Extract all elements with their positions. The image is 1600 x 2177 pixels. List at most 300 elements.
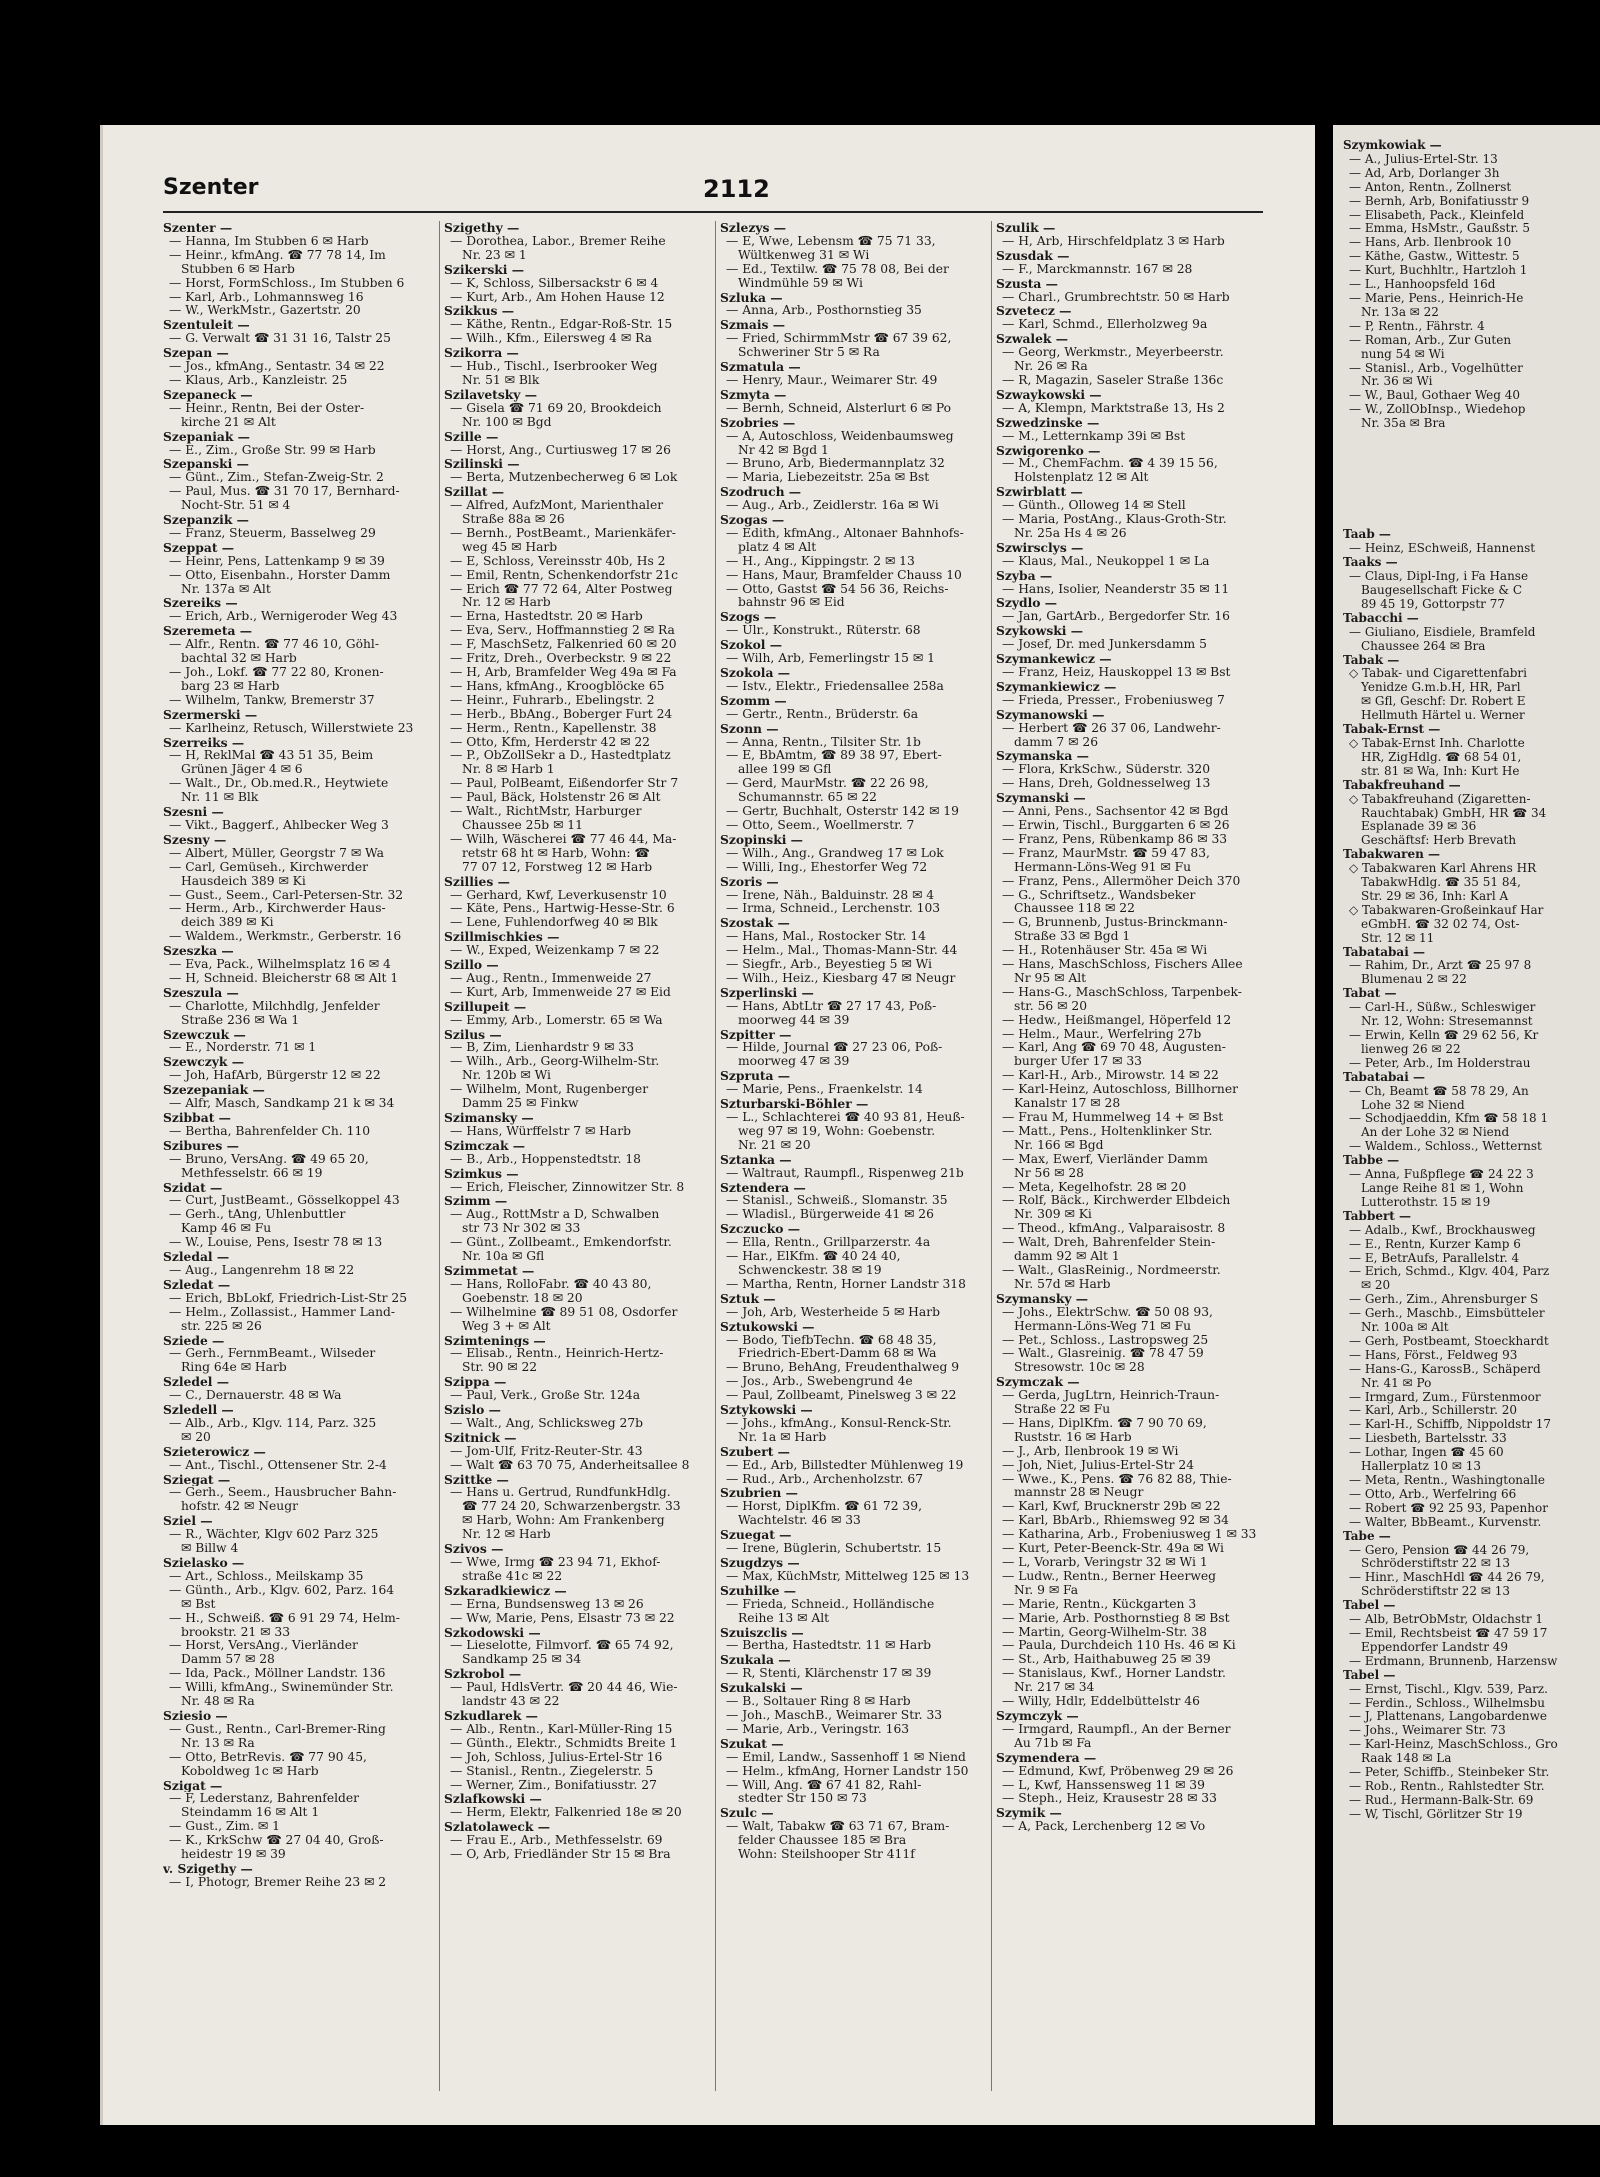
directory-entry-line: — Helm., Maur., Werfelring 27b	[1002, 1027, 1202, 1041]
directory-entry-line: — Ludw., Rentn., Berner Heerweg	[1002, 1569, 1217, 1583]
directory-entry-line: — Henry, Maur., Weimarer Str. 49	[726, 373, 938, 387]
directory-entry-line: — Franz, Pens., Allermöher Deich 370	[1002, 874, 1241, 888]
directory-entry-line: — Karl, Arb., Lohmannsweg 16	[169, 290, 364, 304]
directory-entry-line: — Gerh., Seem., Hausbrucher Bahn-	[169, 1486, 397, 1500]
directory-entry-line: — Joh, Schloss, Julius-Ertel-Str 16	[450, 1750, 663, 1764]
surname-heading: Sztukowski —	[720, 1319, 815, 1334]
surname-heading: Szkaradkiewicz —	[444, 1583, 567, 1598]
surname-heading: Szogs —	[720, 610, 777, 625]
directory-entry-line: — Aug., Arb., Zeidlerstr. 16a ✉ Wi	[726, 499, 939, 513]
surname-heading: Szukalski —	[720, 1681, 803, 1696]
directory-entry-line: Eppendorfer Landstr 49	[1361, 1640, 1509, 1654]
directory-entry-line: — Emmy, Arb., Lomerstr. 65 ✉ Wa	[450, 1013, 663, 1027]
directory-entry-line: — Hans-G., MaschSchloss, Tarpenbek-	[1002, 985, 1242, 999]
directory-entry-line: Lange Reihe 81 ✉ 1, Wohn	[1361, 1181, 1524, 1195]
directory-entry-line: — Walt, Tabakw ☎ 63 71 67, Bram-	[726, 1820, 950, 1834]
directory-entry-line: — Gerh, Postbeamt, Stoeckhardt	[1349, 1334, 1549, 1348]
surname-heading: Szillmischkies —	[444, 930, 560, 945]
directory-entry-line: Nr. 36 ✉ Wi	[1361, 375, 1433, 389]
directory-entry-line: — Karl-H., Arb., Mirowstr. 14 ✉ 22	[1002, 1069, 1219, 1083]
directory-entry-line: Chaussee 264 ✉ Bra	[1361, 639, 1486, 653]
directory-entry-line: — Ed., Arb, Billstedter Mühlenweg 19	[726, 1458, 964, 1472]
directory-entry-line: ◇ Tabakwaren Karl Ahrens HR	[1349, 862, 1537, 876]
directory-entry-line: — Johs., kfmAng., Konsul-Renck-Str.	[726, 1416, 952, 1430]
surname-heading: Szlafkowski —	[444, 1792, 542, 1807]
directory-entry-line: — Karl, Kwf, Brucknerstr 29b ✉ 22	[1002, 1500, 1221, 1514]
surname-heading: Sztendera —	[720, 1180, 806, 1195]
surname-heading: Szturbarski-Böhler —	[720, 1097, 869, 1111]
surname-heading: Tabak-Ernst —	[1343, 723, 1441, 737]
directory-entry-line: — Joh, Niet, Julius-Ertel-Str 24	[1002, 1458, 1195, 1472]
directory-entry-line: kirche 21 ✉ Alt	[181, 415, 276, 429]
directory-entry-line: — Erich, Arb., Wernigeroder Weg 43	[169, 610, 398, 624]
surname-heading: Szewczyk —	[163, 1055, 244, 1070]
directory-entry-line: — K, Schloss, Silbersackstr 6 ✉ 4	[450, 276, 659, 290]
directory-entry-line: Kanalstr 17 ✉ 28	[1014, 1097, 1121, 1111]
directory-entry-line: Nr. 1a ✉ Harb	[738, 1430, 827, 1444]
directory-entry-line: — Meta, Rentn., Washingtonalle	[1349, 1474, 1545, 1487]
directory-entry-line: — E, BetrAufs, Parallelstr. 4	[1349, 1251, 1520, 1265]
directory-entry-line: — Gertr, Buchhalt, Osterstr 142 ✉ 19	[726, 805, 959, 819]
surname-heading: Szonn —	[720, 721, 779, 736]
directory-entry-line: — Adalb., Kwf., Brockhausweg	[1349, 1223, 1536, 1237]
surname-heading: Szimmetat —	[444, 1263, 535, 1278]
directory-entry-line: — C., Dernauerstr. 48 ✉ Wa	[169, 1389, 342, 1403]
directory-entry-line: — Josef, Dr. med Junkersdamm 5	[1002, 638, 1207, 652]
surname-heading: Szuiszclis —	[720, 1625, 804, 1640]
directory-entry-line: — Vikt., Baggerf., Ahlbecker Weg 3	[169, 818, 389, 832]
surname-heading: Szubrien —	[720, 1486, 798, 1501]
column-2	[439, 221, 714, 2091]
surname-heading: Szmatula —	[720, 360, 801, 374]
directory-entry-line: — E., Zim., Große Str. 99 ✉ Harb	[169, 443, 376, 457]
surname-heading: Szymendera —	[996, 1750, 1097, 1765]
directory-entry-line: — Klaus, Mal., Neukoppel 1 ✉ La	[1002, 554, 1210, 568]
directory-entry-line: Damm 57 ✉ 28	[181, 1653, 275, 1667]
surname-heading: Szymansky —	[996, 1291, 1089, 1306]
directory-entry-line: — G, Brunnenb, Justus-Brinckmann-	[1002, 916, 1228, 930]
directory-entry-line: Raak 148 ✉ La	[1361, 1752, 1452, 1766]
directory-entry-line: bachtal 32 ✉ Harb	[181, 652, 297, 666]
directory-entry-line: — Herb., BbAng., Boberger Furt 24	[450, 707, 673, 721]
directory-entry-line: — A, Klempn, Marktstraße 13, Hs 2	[1002, 401, 1225, 415]
directory-entry-line: — Alfred, AufzMont, Marienthaler	[450, 499, 664, 513]
directory-entry-line: — Bodo, TiefbTechn. ☎ 68 48 35,	[726, 1333, 937, 1347]
surname-heading: Tabakwaren —	[1343, 848, 1441, 862]
directory-entry-line: — Erich, Fleischer, Zinnowitzer Str. 8	[450, 1180, 685, 1194]
surname-heading: Szidat —	[163, 1180, 223, 1195]
surname-heading: Szulc —	[720, 1806, 774, 1821]
directory-entry-line: hofstr. 42 ✉ Neugr	[181, 1500, 298, 1514]
directory-entry-line: — Jom-Ulf, Fritz-Reuter-Str. 43	[450, 1444, 643, 1458]
directory-entry-line: — Erdmann, Brunnenb, Harzensw	[1349, 1654, 1558, 1668]
directory-entry-line: Nr. 21 ✉ 20	[738, 1138, 811, 1152]
directory-entry-line: — Emil, Rentn, Schenkendorfstr 21c	[450, 568, 679, 582]
directory-entry-line: ◇ Tabak-Ernst Inh. Charlotte	[1349, 736, 1525, 750]
directory-entry-line: — W., ZollObInsp., Wiedehop	[1349, 403, 1526, 417]
directory-entry-line: — Otto, Seem., Woellmerstr. 7	[726, 818, 915, 832]
directory-entry-line: — Johs., Weimarer Str. 73	[1349, 1724, 1506, 1738]
directory-entry-line: Nr. 12, Wohn: Stresemannst	[1361, 1015, 1533, 1029]
directory-entry-line: Nr. 12 ✉ Harb	[462, 1528, 551, 1542]
directory-entry-line: — A., Julius-Ertel-Str. 13	[1349, 152, 1498, 166]
surname-heading: Szlezys —	[720, 221, 786, 235]
directory-entry-line: — Bernh, Arb, Bonifatiusstr 9	[1349, 194, 1530, 208]
directory-entry-line: — Günt., Zollbeamt., Emkendorfstr.	[450, 1236, 672, 1250]
directory-entry-line: — Theod., kfmAng., Valparaisostr. 8	[1002, 1222, 1226, 1236]
directory-entry-line: platz 4 ✉ Alt	[738, 540, 817, 554]
directory-entry-line: — Maria, PostAng., Klaus-Groth-Str.	[1002, 513, 1227, 527]
directory-entry-line: — Hans, Maur, Bramfelder Chauss 10	[726, 568, 962, 582]
directory-entry-line: — Stanisl., Schweiß., Slomanstr. 35	[726, 1194, 948, 1208]
directory-entry-line: — Ww, Marie, Pens, Elsastr 73 ✉ 22	[450, 1611, 675, 1625]
surname-heading: Szwirsclys —	[996, 540, 1084, 555]
directory-entry-line: — Karlheinz, Retusch, Willerstwiete 23	[169, 721, 414, 735]
directory-entry-line: — Siegfr., Arb., Beyestieg 5 ✉ Wi	[726, 958, 932, 972]
directory-entry-line: — Bernh., PostBeamt., Marienkäfer-	[450, 526, 676, 540]
directory-entry-line: Nr. 309 ✉ Ki	[1014, 1208, 1092, 1222]
directory-entry-line: — Hans, AbtLtr ☎ 27 17 43, Poß-	[726, 999, 937, 1013]
directory-entry-line: TabakwHdlg. ☎ 35 51 84,	[1361, 876, 1521, 890]
directory-entry-line: — Gisela ☎ 71 69 20, Brookdeich	[450, 401, 662, 415]
directory-entry-line: — Peter, Schiffb., Steinbeker Str.	[1349, 1766, 1550, 1780]
surname-heading: Szuhilke —	[720, 1583, 797, 1598]
directory-entry-line: — Anna, Rentn., Tilsiter Str. 1b	[726, 735, 921, 749]
directory-entry-line: stedter Str 150 ✉ 73	[738, 1792, 867, 1806]
directory-entry-line: Nr. 57d ✉ Harb	[1014, 1277, 1111, 1291]
directory-entry-line: — M., Letternkamp 39i ✉ Bst	[1002, 429, 1186, 443]
surname-heading: Tabel —	[1343, 1599, 1396, 1613]
directory-entry-line: — Paul, PolBeamt, Eißendorfer Str 7	[450, 777, 679, 791]
directory-entry-line: — Kurt, Buchhltr., Hartzloh 1	[1349, 264, 1528, 278]
directory-entry-line: — Ernst, Tischl., Klgv. 539, Parz.	[1349, 1682, 1548, 1696]
directory-entry-line: — Irene, Büglerin, Schubertstr. 15	[726, 1542, 942, 1556]
directory-entry-line: — Eva, Pack., Wilhelmsplatz 16 ✉ 4	[169, 958, 391, 972]
directory-entry-line: — Elisabeth, Pack., Kleinfeld	[1349, 208, 1525, 222]
directory-entry-line: — B., Arb., Hoppenstedtstr. 18	[450, 1152, 641, 1166]
directory-entry-line: — Aug., RottMstr a D, Schwalben	[450, 1208, 660, 1222]
directory-entry-line: — L, Vorarb, Veringstr 32 ✉ Wi 1	[1002, 1556, 1208, 1569]
directory-entry-line: Baugesellschaft Ficke & C	[1361, 584, 1523, 597]
surname-heading: Sztanka —	[720, 1152, 792, 1167]
surname-heading: Tabel —	[1343, 1668, 1396, 1682]
directory-entry-line: Lutterothstr. 15 ✉ 19	[1361, 1195, 1491, 1209]
directory-entry-line: — Gerh., Maschb., Eimsbütteler	[1349, 1307, 1545, 1321]
directory-entry-line: — Martin, Georg-Wilhelm-Str. 38	[1002, 1625, 1207, 1639]
directory-entry-line: Esplanade 39 ✉ 36	[1361, 820, 1477, 834]
directory-entry-line: — J., Arb, Ilenbrook 19 ✉ Wi	[1002, 1444, 1179, 1458]
directory-entry-line: ✉ 20	[181, 1430, 211, 1444]
surname-heading: Szledell —	[163, 1403, 234, 1417]
directory-entry-line: — Otto, Arb., Werfelring 66	[1349, 1487, 1517, 1501]
surname-heading: Tabe —	[1343, 1529, 1391, 1543]
directory-entry-line: — R., Wächter, Klgv 602 Parz 325	[169, 1528, 379, 1542]
directory-entry-line: — Paula, Durchdeich 110 Hs. 46 ✉ Ki	[1002, 1639, 1236, 1653]
directory-entry-line: — Walt., GlasReinig., Nordmeerstr.	[1002, 1263, 1221, 1277]
directory-entry-line: Nr. 100a ✉ Alt	[1361, 1321, 1449, 1335]
directory-entry-line: — Paul, Bäck, Holstenstr 26 ✉ Alt	[450, 791, 661, 805]
directory-entry-line: — F, Lederstanz, Bahrenfelder	[169, 1792, 360, 1806]
directory-entry-line: — Hedw., Heißmangel, Höperfeld 12	[1002, 1013, 1232, 1027]
surname-heading: Szokol —	[720, 638, 783, 653]
directory-entry-line: — Walt., Ang, Schlicksweg 27b	[450, 1416, 644, 1430]
directory-entry-line: — Rob., Rentn., Rahlstedter Str.	[1349, 1779, 1545, 1793]
directory-entry-line: — L, Kwf, Hanssensweg 11 ✉ 39	[1002, 1778, 1205, 1792]
directory-entry-line: Nr. 41 ✉ Po	[1361, 1376, 1432, 1390]
surname-heading: Szperlinski —	[720, 985, 814, 1000]
directory-entry-line: — Otto, BetrRevis. ☎ 77 90 45,	[169, 1750, 367, 1764]
directory-entry-line: — Wilh., Kfm., Eilersweg 4 ✉ Ra	[450, 332, 652, 346]
directory-entry-line: — Wilhelmine ☎ 89 51 08, Osdorfer	[450, 1305, 678, 1319]
directory-entry-line: Nr. 35a ✉ Bra	[1361, 417, 1446, 431]
directory-entry-line: — G., Schriftsetz., Wandsbeker	[1002, 888, 1196, 902]
directory-entry-line: — Walt., Dr., Ob.med.R., Heytwiete	[169, 777, 389, 791]
directory-entry-line: — Joh, HafArb, Bürgerstr 12 ✉ 22	[169, 1069, 381, 1083]
directory-entry-line: Nr. 25a Hs 4 ✉ 26	[1014, 526, 1127, 540]
surname-heading: Szymankewicz —	[996, 652, 1112, 666]
surname-heading: Szomm —	[720, 693, 787, 708]
directory-entry-line: mannstr 28 ✉ Neugr	[1014, 1486, 1144, 1500]
surname-heading: Szwirblatt —	[996, 485, 1083, 500]
directory-entry-line	[1343, 459, 1593, 473]
directory-entry-line: — P, Rentn., Fährstr. 4	[1349, 319, 1485, 333]
directory-entry-line: — Lieselotte, Filmvorf. ☎ 65 74 92,	[450, 1639, 674, 1653]
surname-heading: Szymanski —	[996, 791, 1086, 806]
directory-entry-line: bahnstr 96 ✉ Eid	[738, 596, 845, 610]
directory-entry-line: — Ch, Beamt ☎ 58 78 29, An	[1349, 1084, 1529, 1098]
surname-heading: Szkudlarek —	[444, 1708, 538, 1723]
directory-entry-line: — Erich, BbLokf, Friedrich-List-Str 25	[169, 1291, 408, 1305]
surname-heading: Szeppat —	[163, 540, 235, 555]
directory-entry-line: lienweg 26 ✉ 22	[1361, 1042, 1461, 1056]
surname-heading: Szodruch —	[720, 485, 802, 500]
directory-entry-line: — Frieda, Presser., Frobeniusweg 7	[1002, 693, 1225, 707]
directory-entry-line: Nr. 217 ✉ 34	[1014, 1681, 1095, 1695]
directory-entry-line: Grünen Jäger 4 ✉ 6	[181, 763, 303, 777]
directory-entry-line: — Max, Ewerf, Vierländer Damm	[1002, 1152, 1208, 1166]
directory-entry-line: — Helm., Zollassist., Hammer Land-	[169, 1305, 396, 1319]
surname-heading: Szilus —	[444, 1027, 502, 1042]
directory-entry-line: — Gertr., Rentn., Brüderstr. 6a	[726, 707, 919, 721]
surname-heading: Szykowski —	[996, 624, 1084, 639]
directory-entry-line: nung 54 ✉ Wi	[1361, 347, 1445, 361]
directory-entry-line: — Bertha, Hastedtstr. 11 ✉ Harb	[726, 1639, 931, 1653]
directory-entry-line: — Waldem., Werkmstr., Gerberstr. 16	[169, 930, 402, 944]
directory-entry-line: — H, Arb, Hirschfeldplatz 3 ✉ Harb	[1002, 234, 1225, 248]
directory-entry-line: ✉ Gfl, Geschf: Dr. Robert E	[1361, 695, 1526, 709]
directory-entry-line: — Walt ☎ 63 70 75, Anderheitsallee 8	[450, 1458, 690, 1472]
surname-heading: Szwigorenko —	[996, 443, 1101, 458]
directory-entry-line: — Käte, Pens., Hartwig-Hesse-Str. 6	[450, 902, 675, 916]
directory-entry-line: — Alfr., Rentn. ☎ 77 46 10, Göhl-	[169, 638, 379, 652]
directory-entry-line: — Gust., Seem., Carl-Petersen-Str. 32	[169, 888, 404, 902]
directory-entry-line: — Stanislaus, Kwf., Horner Landstr.	[1002, 1667, 1226, 1681]
directory-entry-line: — L., Hanhoopsfeld 16d	[1349, 278, 1496, 292]
surname-heading: Szeremeta —	[163, 624, 253, 639]
surname-heading: Szimm —	[444, 1194, 508, 1209]
directory-entry-line: — Klaus, Arb., Kanzleistr. 25	[169, 373, 348, 387]
directory-entry-line: — Charl., Grumbrechtstr. 50 ✉ Harb	[1002, 290, 1230, 304]
right-page-column	[1343, 139, 1593, 1822]
directory-entry-line: — Willi, Ing., Ehestorfer Weg 72	[726, 860, 928, 874]
right-directory-page	[1333, 125, 1600, 2125]
surname-heading: Szigat —	[163, 1778, 223, 1793]
surname-heading: Tabbert —	[1343, 1209, 1412, 1223]
directory-entry-line: — Karl, Ang ☎ 69 70 48, Augusten-	[1002, 1041, 1226, 1055]
surname-heading: Szeszka —	[163, 944, 234, 959]
page-number: 2112	[703, 175, 770, 203]
surname-heading: Szwaykowski —	[996, 387, 1102, 402]
directory-entry-line: — Waldem., Schloss., Wetternst	[1349, 1140, 1542, 1154]
directory-entry-line: Nr. 137a ✉ Alt	[181, 582, 271, 596]
surname-heading: Tabakfreuhand —	[1343, 778, 1461, 792]
directory-entry-line: — Hans, Arb. Ilenbrook 10	[1349, 236, 1512, 250]
directory-entry-line: — Johs., ElektrSchw. ☎ 50 08 93,	[1002, 1305, 1213, 1319]
surname-heading: Tabatabai —	[1343, 1070, 1425, 1084]
page-header	[163, 175, 1263, 213]
directory-entry-line: Au 71b ✉ Fa	[1014, 1736, 1092, 1750]
directory-entry-line: — Hans, RolloFabr. ☎ 40 43 80,	[450, 1277, 652, 1291]
directory-entry-line: Ring 64e ✉ Harb	[181, 1361, 287, 1375]
directory-entry-line: — Joh., Lokf. ☎ 77 22 80, Kronen-	[169, 666, 384, 679]
surname-heading: Szikorra —	[444, 346, 519, 361]
surname-heading: Szimansky —	[444, 1111, 534, 1125]
directory-entry-line: — Paul, Verk., Große Str. 124a	[450, 1389, 641, 1403]
directory-entry-line: — Edmund, Kwf, Pröbenweg 29 ✉ 26	[1002, 1764, 1234, 1778]
directory-entry-line: — Wilhelm, Mont, Rugenberger	[450, 1083, 649, 1097]
surname-heading: Szlatolaweck —	[444, 1820, 551, 1835]
directory-entry-line: Hermann-Löns-Weg 71 ✉ Fu	[1014, 1319, 1192, 1333]
directory-entry-line: — Erna, Bundsensweg 13 ✉ 26	[450, 1597, 644, 1611]
directory-entry-line: 77 07 12, Forstweg 12 ✉ Harb	[462, 860, 653, 874]
directory-entry-line: — Erwin, Tischl., Burggarten 6 ✉ 26	[1002, 818, 1230, 832]
surname-heading: Szledal —	[163, 1250, 230, 1264]
directory-entry-line: — Albert, Müller, Georgstr 7 ✉ Wa	[169, 846, 384, 860]
running-head: Szenter	[163, 175, 259, 200]
surname-heading: Szkrobol —	[444, 1667, 522, 1682]
directory-entry-line: Straße 22 ✉ Fu	[1014, 1403, 1111, 1417]
surname-heading: Szpitter —	[720, 1027, 792, 1042]
surname-heading: Szitnick —	[444, 1430, 517, 1445]
directory-entry-line: — Käthe, Gastw., Wittestr. 5	[1349, 250, 1520, 264]
directory-entry-line: — Emma, HsMstr., Gaußstr. 5	[1349, 222, 1531, 236]
surname-heading: Szukat —	[720, 1736, 784, 1751]
surname-heading: Szieterowicz —	[163, 1444, 266, 1459]
directory-entry-line: — Walt, Dreh, Bahrenfelder Stein-	[1002, 1236, 1216, 1250]
directory-entry-line: — Heinr., kfmAng. ☎ 77 78 14, Im	[169, 248, 386, 262]
directory-entry-line: retstr 68 ht ✉ Harb, Wohn: ☎	[462, 846, 650, 860]
surname-heading: Szesni —	[163, 805, 224, 819]
surname-heading: Szillat —	[444, 485, 505, 500]
directory-entry-line: — Bruno, BehAng, Freudenthalweg 9	[726, 1361, 960, 1375]
directory-entry-line: — Herm., Rentn., Kapellenstr. 38	[450, 721, 657, 735]
directory-entry-line	[1343, 473, 1593, 487]
directory-entry-line	[1343, 501, 1593, 515]
surname-heading: Szenter —	[163, 221, 233, 235]
directory-entry-line: — Bernh, Schneid, Alsterlurt 6 ✉ Po	[726, 401, 952, 415]
directory-entry-line: weg 45 ✉ Harb	[462, 540, 558, 554]
directory-entry-line: — Eva, Serv., Hoffmannstieg 2 ✉ Ra	[450, 624, 675, 638]
directory-entry-line: Windmühle 59 ✉ Wi	[738, 276, 863, 290]
directory-entry-line: — Gero, Pension ☎ 44 26 79,	[1349, 1543, 1530, 1557]
directory-entry-line: — Helm., kfmAng, Horner Landstr 150	[726, 1764, 969, 1778]
directory-entry-line: Nr. 10a ✉ Gfl	[462, 1250, 545, 1264]
surname-heading: Szukala —	[720, 1653, 791, 1668]
directory-entry-line: Nr. 26 ✉ Ra	[1014, 360, 1088, 374]
directory-entry-line: ◇ Tabakwaren-Großeinkauf Har	[1349, 903, 1544, 917]
directory-entry-line: Nr. 23 ✉ 1	[462, 248, 527, 262]
surname-heading: Szilavetsky —	[444, 387, 537, 402]
surname-heading: Szymik —	[996, 1806, 1062, 1821]
directory-entry-line: — Kurt, Peter-Beenck-Str. 49a ✉ Wi	[1002, 1542, 1224, 1556]
surname-heading: Szielasko —	[163, 1556, 245, 1570]
directory-entry-line: — Anna, Fußpflege ☎ 24 22 3	[1349, 1168, 1534, 1182]
surname-heading: Szczucko —	[720, 1222, 801, 1237]
surname-heading: Szpruta —	[720, 1069, 791, 1084]
directory-entry-line: — F., Marckmannstr. 167 ✉ 28	[1002, 262, 1193, 276]
surname-heading: Szmais —	[720, 318, 786, 333]
directory-entry-line: — Hanna, Im Stubben 6 ✉ Harb	[169, 234, 369, 248]
directory-entry-line: — Günth., Arb., Klgv. 602, Parz. 164	[169, 1583, 395, 1597]
directory-entry-line: — Art., Schloss., Meilskamp 35	[169, 1569, 364, 1583]
surname-heading: Szymanowski —	[996, 707, 1105, 722]
surname-heading: Szubert —	[720, 1444, 790, 1459]
directory-entry-line: Hermann-Löns-Weg 91 ✉ Fu	[1014, 860, 1192, 874]
directory-entry-line: moorweg 44 ✉ 39	[738, 1013, 850, 1027]
directory-entry-line: — Wilh., Heiz., Kiesbarg 47 ✉ Neugr	[726, 971, 956, 985]
surname-heading: Sziesio —	[163, 1708, 228, 1723]
directory-entry-line: Steindamm 16 ✉ Alt 1	[181, 1806, 320, 1820]
surname-heading: Taab —	[1343, 528, 1391, 542]
directory-entry-line	[1343, 431, 1593, 445]
directory-entry-line: — H., Schweiß. ☎ 6 91 29 74, Helm-	[169, 1611, 400, 1625]
directory-entry-line: Friedrich-Ebert-Damm 68 ✉ Wa	[738, 1347, 937, 1361]
directory-entry-line: landstr 43 ✉ 22	[462, 1695, 560, 1709]
surname-heading: Szezepaniak —	[163, 1083, 265, 1098]
surname-heading: Tabbe —	[1343, 1154, 1400, 1168]
surname-heading: Szerreiks —	[163, 735, 245, 750]
directory-entry-line: — Paul, Mus. ☎ 31 70 17, Bernhard-	[169, 485, 400, 499]
directory-entry-line: — Gerd, MaurMstr. ☎ 22 26 98,	[726, 777, 929, 791]
surname-heading: Szillupeit —	[444, 999, 527, 1014]
directory-entry-line: — Irmgard, Raumpfl., An der Berner	[1002, 1722, 1231, 1736]
directory-entry-line: — Will, Ang. ☎ 67 41 82, Rahl-	[726, 1778, 922, 1792]
directory-entry-line: Stubben 6 ✉ Harb	[181, 262, 295, 276]
surname-heading: Szkodowski —	[444, 1625, 541, 1640]
directory-entry-line: str 73 Nr 302 ✉ 33	[462, 1222, 581, 1236]
directory-entry-line: — Franz, Pens, Rübenkamp 86 ✉ 33	[1002, 832, 1228, 846]
directory-entry-line: — Irmgard, Zum., Fürstenmoor	[1349, 1390, 1541, 1404]
directory-entry-line: barg 23 ✉ Harb	[181, 679, 280, 693]
directory-entry-line: — Hans, kfmAng., Kroogblöcke 65	[450, 679, 665, 693]
directory-entry-line: Schröderstiftstr 22 ✉ 13	[1361, 1585, 1510, 1599]
directory-entry-line: — W., Louise, Pens, Isestr 78 ✉ 13	[169, 1236, 383, 1250]
directory-entry-line: — Otto, Kfm, Herderstr 42 ✉ 22	[450, 735, 650, 749]
surname-heading: Szokola —	[720, 666, 791, 680]
directory-entry-line: str. 56 ✉ 20	[1014, 999, 1088, 1013]
directory-entry-line: Hallerplatz 10 ✉ 13	[1361, 1460, 1481, 1474]
surname-heading: Szwalek —	[996, 332, 1069, 347]
directory-entry-line: — Franz, MaurMstr. ☎ 59 47 83,	[1002, 846, 1210, 860]
directory-entry-line: Nr. 166 ✉ Bgd	[1014, 1138, 1104, 1152]
directory-entry-line: — Frieda, Schneid., Holländische	[726, 1597, 935, 1611]
directory-entry-line: ✉ 20	[1361, 1279, 1391, 1293]
directory-entry-line: — Har., ElKfm. ☎ 40 24 40,	[726, 1250, 901, 1264]
directory-entry-line: — Marie, Pens., Fraenkelstr. 14	[726, 1083, 923, 1097]
directory-entry-line: — A, Autoschloss, Weidenbaumsweg	[726, 429, 954, 443]
directory-entry-line: Rauchtabak) GmbH, HR ☎ 34	[1361, 806, 1547, 820]
directory-columns	[163, 221, 1275, 2091]
